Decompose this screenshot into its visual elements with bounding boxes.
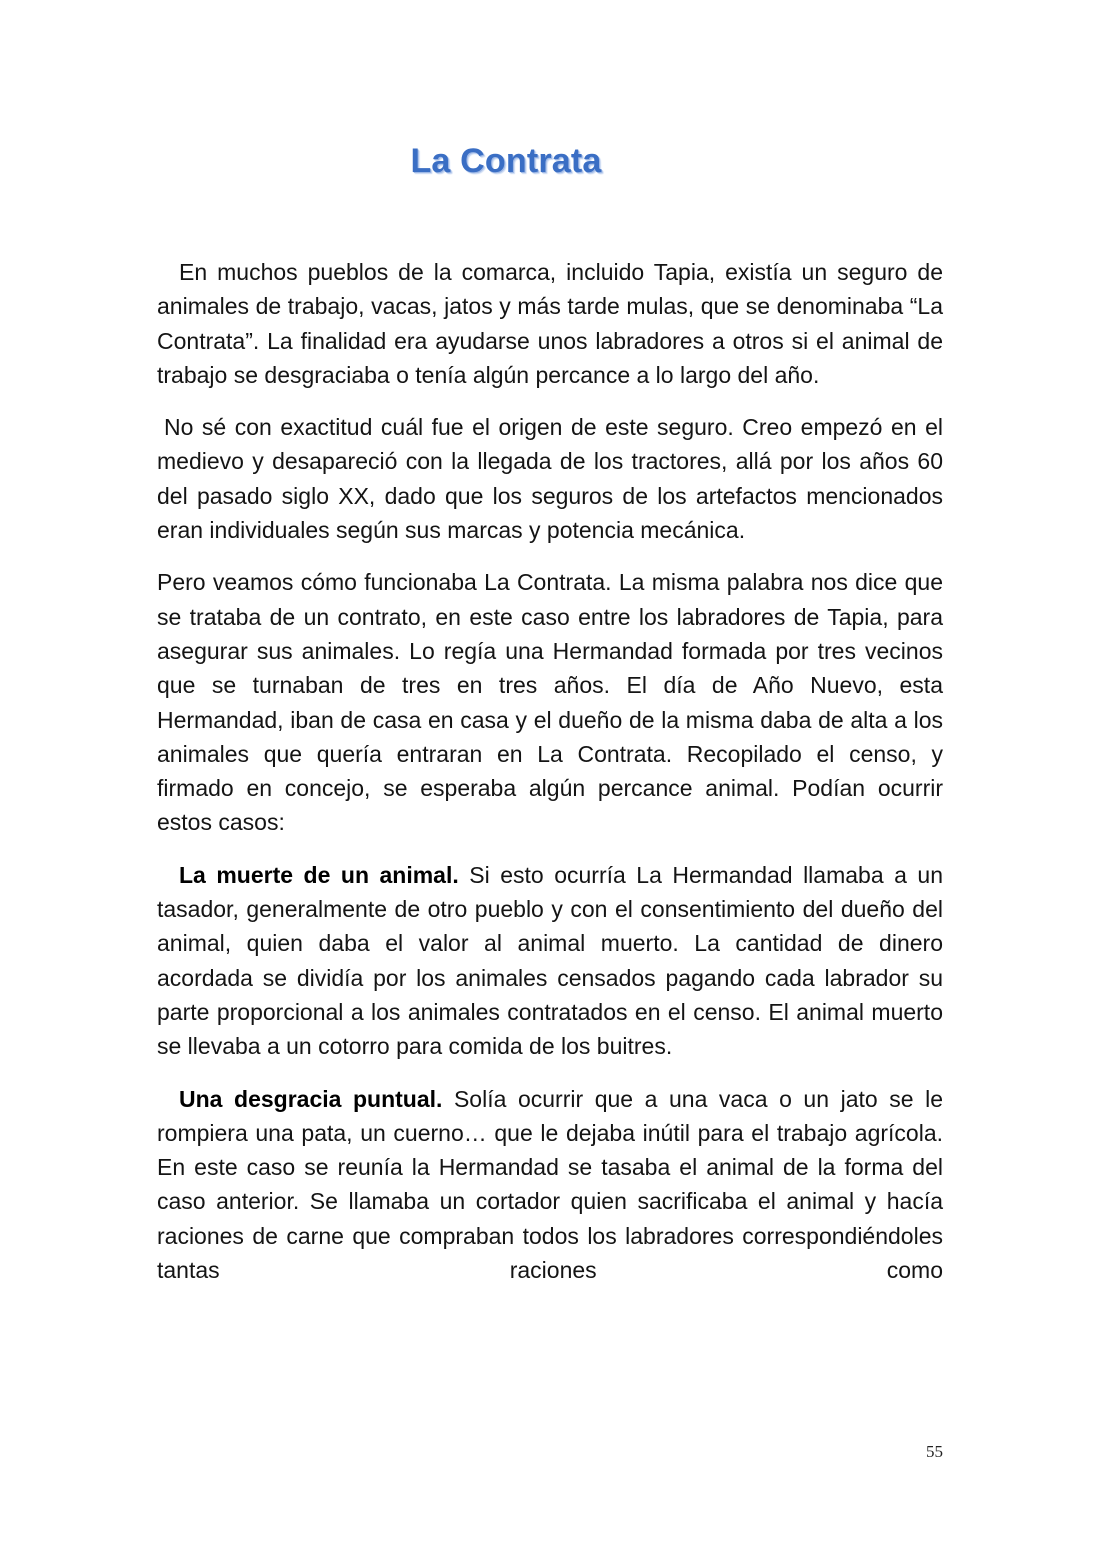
page-title: La Contrata [410, 142, 602, 180]
paragraph-death-case [157, 858, 943, 1064]
paragraph-accident-case [157, 1082, 943, 1288]
page-number: 55 [926, 1442, 943, 1461]
paragraph-death-text: Si esto ocurría La Hermandad llamaba a un tasador, generalmente de otro pueblo y con el consentimiento del dueño del animal, quien daba el valor al animal muerto. La cantidad de dinero acordada se dividía por los animales censados pagando cada labrador su parte proporcional a los animales contratados en el censo. El animal muerto se llevaba a un cotorro para comida de los buitres. [157, 861, 944, 1060]
document-body [157, 255, 943, 1305]
paragraph-origin: No sé con exactitud cuál fue el origen de este seguro. Creo empezó en el medievo y desapareció con la llegada de los tractores, allá por los años 60 del pasado siglo XX, dado que los seguros de los artefactos mencionados eran individuales según sus marcas y potencia mecánica. [157, 414, 943, 544]
paragraph-accident-text: Solía ocurrir que a una vaca o un jato se le rompiera una pata, un cuerno… que le dejaba inútil para el trabajo agrícola. En este caso se reunía la Hermandad se tasaba el animal de la forma del caso anterior. Se llamaba un cortador quien sacrificaba el animal y hacía raciones de carne que compraban todos los labradores correspondiéndoles tantas raciones como [157, 1085, 943, 1284]
paragraph-intro: En muchos pueblos de la comarca, incluido Tapia, existía un seguro de animales de trabajo, vacas, jatos y más tarde mulas, que se denominaba “La Contrata”. La finalidad era ayudarse unos labradores a otros si el animal de trabajo se desgraciaba o tenía algún percance a lo largo del año. [157, 259, 943, 388]
paragraph-accident-heading: Una desgracia puntual. [179, 1085, 443, 1112]
paragraph-death-heading: La muerte de un animal. [179, 861, 459, 888]
paragraph-operation: Pero veamos cómo funcionaba La Contrata. La misma palabra nos dice que se trataba de un contrato, en este caso entre los labradores de Tapia, para asegurar sus animales. Lo regía una Hermandad formada por tres vecinos que se turnaban de tres en tres años. El día de Año Nuevo, esta Hermandad, iban de casa en casa y el dueño de la misma daba de alta a los animales que quería entraran en La Contrata. Recopilado el censo, y firmado en concejo, se esperaba algún percance animal. Podían ocurrir estos casos: [157, 569, 943, 836]
